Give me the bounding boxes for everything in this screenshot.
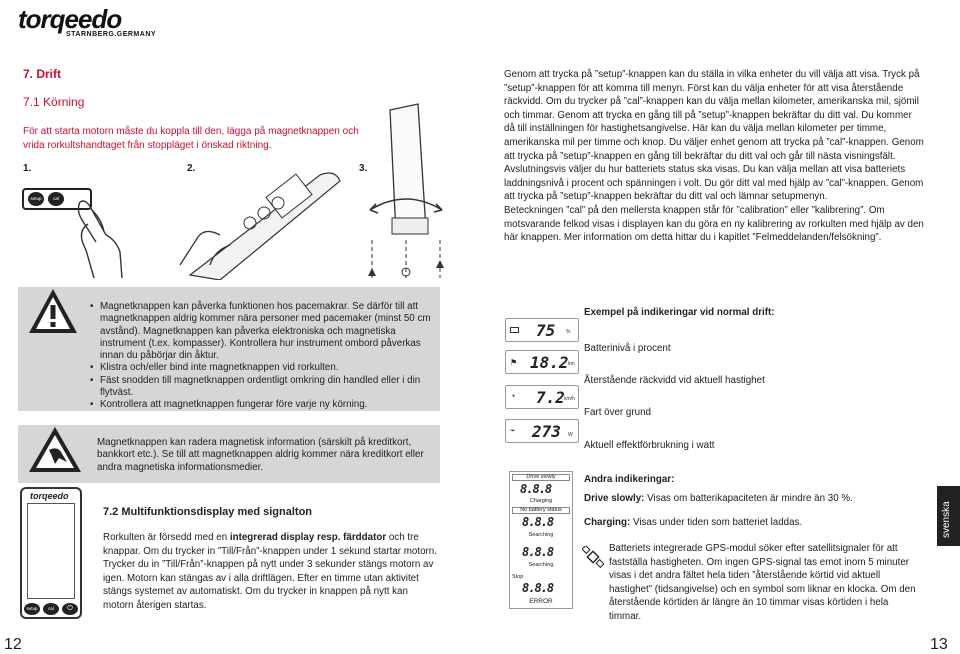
display-battery-row [505,318,579,342]
gps-description: Batteriets integrerade GPS-modul söker efter satellitsignaler för att fastställa hastigheten. Om ingen GPS-signal tas emot inom 5 minuter visas i det andra fältet hela tiden ”återstående körtid vid aktuell hastighet” (tidsangivelse) och en symbol som liknar en klocka. Om den återstående körtiden är längre än 10 timmar visas körtiden i hela timmar. [609,543,916,622]
cal-button-illustration: cal [48,192,64,206]
label-speed: Fart över grund [584,407,651,418]
display-value: 18.2 [530,353,569,372]
text-span: Rorkulten är försedd med en [103,532,230,543]
torqeedo-logo: torqeedo [18,4,122,34]
tiller-display-illustration [20,487,82,619]
step-number-2: 2. [187,163,196,174]
paragraph: Beteckningen ”cal” på den mellersta knappen står för ”calibration” eller ”kalibrering”. Om motsvarande felkod visas i displayen kan du göra en ny kalibrering av rorkulten med hjälp av den här knappen. Mer information om detta hittar du i kapitlet ”Felmeddelanden/felsökning”. [504,204,924,244]
drive-slowly-description [584,493,914,504]
term-label: Charging: [584,517,631,528]
step-number-1: 1. [23,163,32,174]
display-value: 75 [536,321,556,340]
other-indications-title: Andra indikeringar: [584,474,675,485]
magnet-warning-text: Magnetknappen kan radera magnetisk information (särskilt på kreditkort, bankkort etc.). Se till att magnetknappen aldrig kommer nära kreditkort eller andra magnetiska informationsmedier. [97,437,424,473]
magnet-warning-icon [27,424,83,476]
hand-icon [20,180,135,280]
device-power-button: ⏻ [62,603,78,615]
subheading-korning: 7.1 Körning [23,95,85,109]
intro-paragraph: För att starta motorn måste du koppla till den, lägga på magnetknappen och vrida rorkultshandtaget från stoppläget i önskad riktning. [23,126,359,151]
term-text: Visas om batterikapaciteten är mindre än 30 %. [644,493,853,504]
page-number-right: 13 [930,636,948,653]
display-unit: % [566,329,571,335]
status-display-illustration [509,471,573,609]
section-7-2-paragraph [103,531,439,613]
page-number-left: 12 [4,636,22,653]
display-value: 273 [532,422,561,441]
setup-button-illustration: setup [28,192,44,206]
section-7-2-title: 7.2 Multifunktionsdisplay med signalton [103,506,313,518]
display-value: 7.2 [536,388,565,407]
text-span-bold: integrerad display resp. färddator [229,532,387,543]
label-battery: Batterinivå i procent [584,343,671,354]
display-power-row [505,419,579,443]
setup-instructions [504,68,924,245]
paragraph: Avslutningsvis väljer du hur batteriets status ska visas. Du kan välja mellan att visa batteriets laddningsnivå i procent och spänningen i volt. Du gör ditt val med hjälp av ”cal”-knappen. Genom att trycka på ”setup”-knappen bekräftar du ditt val och lämnar setupmenyn. [504,164,924,203]
digits-display: 8.8.8 [522,581,554,595]
display-unit: km [568,361,575,367]
device-screen [27,503,75,599]
satellite-icon [582,546,604,568]
searching-indicator: Searching [528,532,554,538]
tiller-illustration [150,165,350,280]
searching-indicator: Searching [528,562,554,568]
step-number-3: 3. [359,163,368,174]
step1-illustration [20,180,135,280]
digits-display: 8.8.8 [520,482,552,496]
warning-item: • Fäst snodden till magnetknappen ordentligt omkring din handled eller i din flytväst. [90,375,440,400]
error-indicator: ERROR [529,598,553,605]
term-label: Drive slowly: [584,493,645,504]
digits-display: 8.8.8 [522,515,554,529]
display-unit: W [568,432,573,438]
charging-indicator: Charging [529,498,553,504]
warning-list [90,301,440,412]
power-plug-icon: ⌁ [510,425,516,435]
charging-description [584,517,914,528]
warning-triangle-icon [27,285,79,337]
range-flag-icon: ⚑ [510,358,518,367]
motor-rotation-illustration [358,100,453,285]
display-range-row [505,350,579,374]
label-power: Aktuell effektförbrukning i watt [584,440,715,451]
no-battery-status-indicator: No battery status [512,507,570,514]
example-title: Exempel på indikeringar vid normal drift: [584,307,775,318]
battery-icon [510,327,519,333]
device-setup-button: setup [24,603,40,615]
label-range: Återstående räckvidd vid aktuell hastighet [584,375,765,386]
stop-indicator: Stop [512,574,524,580]
display-speed-row [505,385,579,409]
paragraph: Genom att trycka på ”setup”-knappen kan du ställa in vilka enheter du vill välja att visa. Tryck på ”setup”-knappen för att komma till menyn. Först kan du välja enheter för att visa återstående räckvidd. Om du trycker på ”cal”-knappen kan du välja mellan kilometer, amerikanska mil, sjömil och timmar. Genom att trycka en gång till på ”setup”-knappen bekräftar du ditt val. Du kommer då till inställningen för hastighetsangivelse. Här kan du välja mellan kilometer per timme, amerikanska mil per timme och knop. Du väljer enhet genom att trycka på ”cal”-knappen. Genom att trycka på ”setup”-knappen en gång till bekräftar du ditt val och går till nästa visningsfält. [504,69,924,162]
warning-item: • Klistra och/eller bind inte magnetknappen vid rorkulten. [90,362,440,374]
logo-subtitle: STARNBERG.GERMANY [66,31,157,38]
warning-item: • Kontrollera att magnetknappen fungerar före varje ny körning. [90,399,440,411]
text-span: och tre knappar. Om du trycker in ”Till/Från”-knappen under 1 sekund startar motorn. Trycker du in ”Till/Från”-knappen på nytt under 3 sekunder stängs motorn av igen. Motorn kan stängas av i alla driftlägen. Efter en timme utan aktivitet stängs systemet av automatiskt. Om du trycker in knappen på nytt kan motorn återigen startas. [103,532,437,611]
drive-slowly-indicator: Drive slowly [512,474,570,481]
device-cal-button: cal [43,603,59,615]
language-tab-label: svenska [941,501,952,538]
warning-item: • Magnetknappen kan påverka funktionen hos pacemakrar. Se därför till att magnetknappen aldrig kommer nära personer med pacemaker (minst 50 cm avstånd). Magnetknappen kan påverka elektroniska och magnetiska instrument (t.ex. kompasser). Kontrollera hur instrument ombord påverkas innan du påbörjar din åktur. [90,301,440,362]
section-heading-drift: 7. Drift [23,67,62,81]
speedometer-icon: ◔ [510,391,516,401]
digits-display: 8.8.8 [522,545,554,559]
display-unit: km/h [564,396,575,402]
device-logo: torqeedo [30,491,69,501]
term-text: Visas under tiden som batteriet laddas. [630,517,803,528]
language-tab [937,486,960,546]
